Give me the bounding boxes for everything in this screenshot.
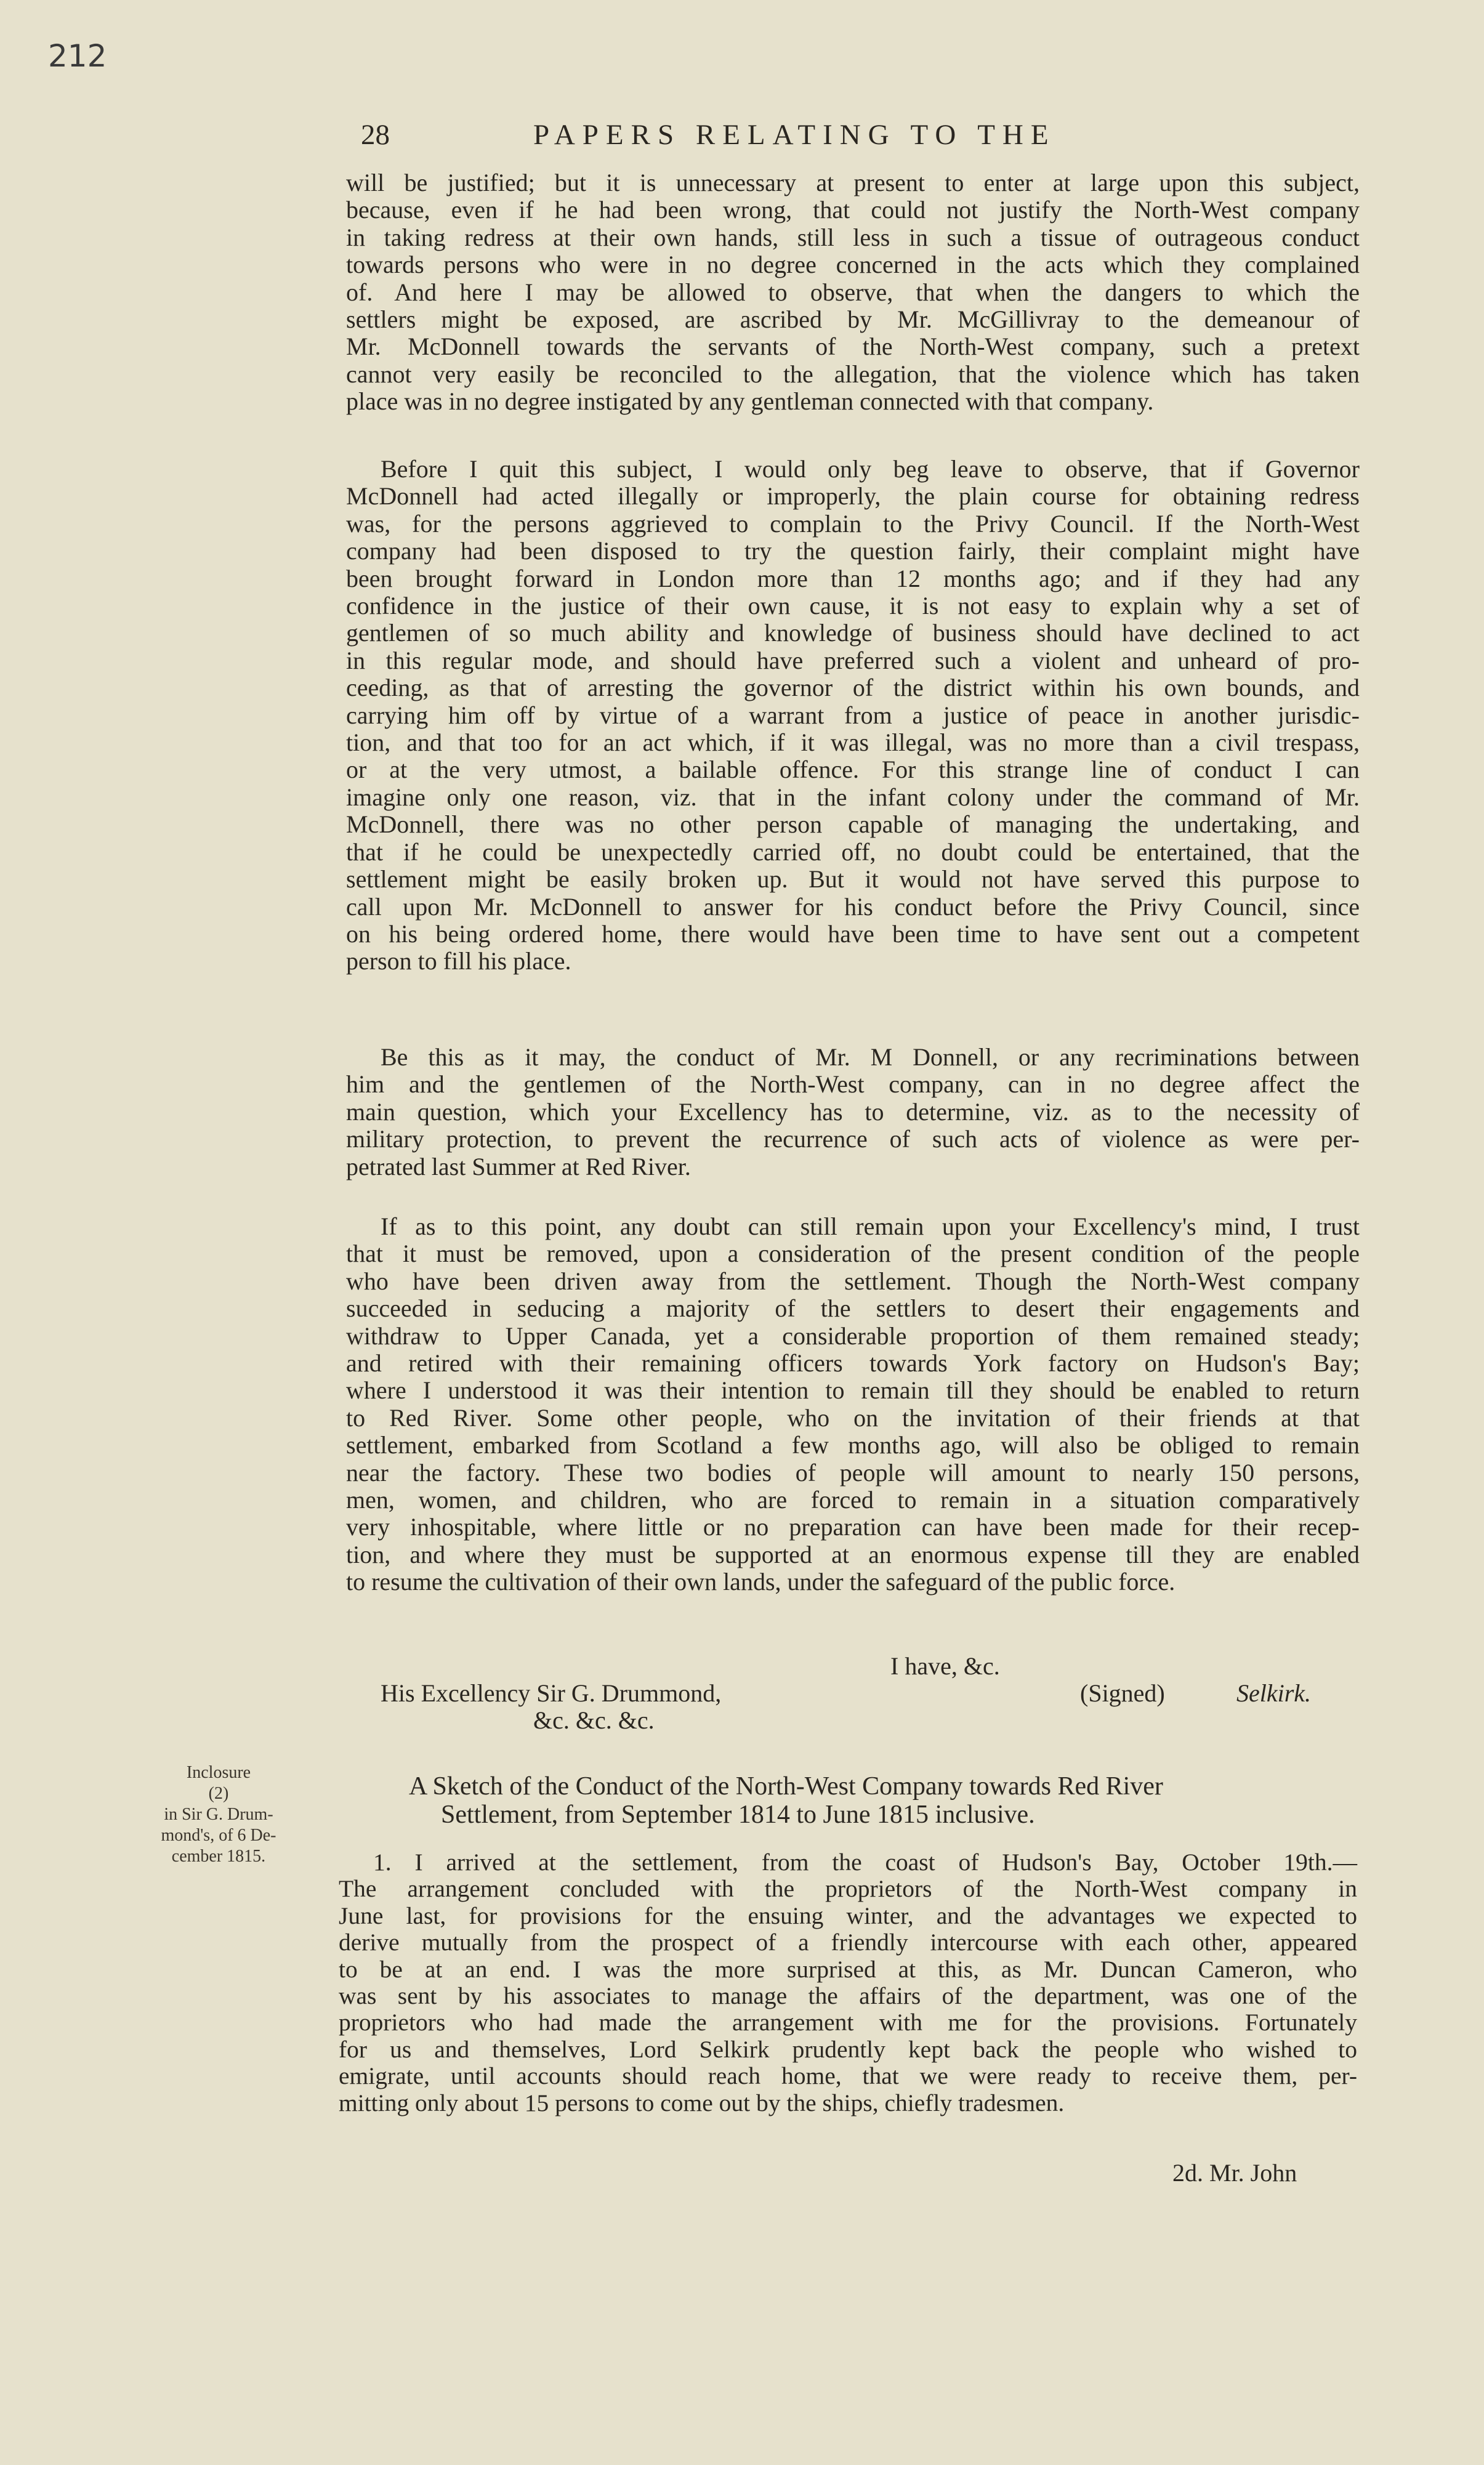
- margin-note-line: Inclosure: [186, 1763, 251, 1782]
- letter-paragraph-1: [346, 169, 1360, 416]
- text-line: company had been disposed to try the question fairly, their complaint might have: [346, 537, 1360, 565]
- letter-paragraph-3: [346, 1044, 1360, 1180]
- text-line: carrying him off by virtue of a warrant from a justice of peace in another jurisdic-: [346, 701, 1360, 729]
- margin-note-line: in Sir G. Drum-: [164, 1805, 273, 1824]
- text-line: military protection, to prevent the recurrence of such acts of violence as were per-: [346, 1125, 1360, 1153]
- text-line: near the factory. These two bodies of people will amount to nearly 150 persons,: [346, 1458, 1360, 1487]
- text-line: person to fill his place.: [346, 947, 571, 975]
- text-line: in taking redress at their own hands, still less in such a tissue of outrageous conduct: [346, 223, 1360, 251]
- text-line: who have been driven away from the settlement. Though the North-West company: [346, 1267, 1360, 1295]
- text-line: tion, and that too for an act which, if it was illegal, was no more than a civil trespass,: [346, 728, 1360, 757]
- margin-note-line: (2): [208, 1784, 229, 1803]
- text-line: settlers might be exposed, are ascribed by Mr. McGillivray to the demeanour of: [346, 305, 1360, 334]
- sketch-paragraph-1: [339, 1849, 1357, 2116]
- catchword: 2d. Mr. John: [1172, 2159, 1297, 2187]
- text-line: for us and themselves, Lord Selkirk prudently kept back the people who wished to: [339, 2035, 1357, 2063]
- letter-paragraph-4: [346, 1213, 1360, 1596]
- running-title: PAPERS RELATING TO THE: [533, 119, 1056, 151]
- text-line: 1. I arrived at the settlement, from the coast of Hudson's Bay, October 19th.—: [373, 1849, 1357, 1876]
- scan-page-number: 212: [48, 38, 107, 74]
- text-line: cannot very easily be reconciled to the allegation, that the violence which has taken: [346, 360, 1360, 388]
- text-line: or at the very utmost, a bailable offence. For this strange line of conduct I can: [346, 756, 1360, 784]
- letter-closing: I have, &c.: [890, 1652, 1000, 1680]
- text-line: and retired with their remaining officers towards York factory on Hudson's Bay;: [346, 1349, 1360, 1378]
- text-line: imagine only one reason, viz. that in the infant colony under the command of Mr.: [346, 783, 1360, 811]
- text-line: gentlemen of so much ability and knowledge of business should have declined to act: [346, 619, 1360, 647]
- signed-label: (Signed): [1080, 1679, 1165, 1707]
- text-line: call upon Mr. McDonnell to answer for his conduct before the Privy Council, since: [346, 892, 1360, 921]
- text-line: withdraw to Upper Canada, yet a considerable proportion of them remained steady;: [346, 1321, 1360, 1350]
- text-line: was sent by his associates to manage the affairs of the department, was one of the: [339, 1982, 1357, 2010]
- text-line: to resume the cultivation of their own lands, under the safeguard of the public force.: [346, 1568, 1176, 1596]
- text-line: succeeded in seducing a majority of the settlers to desert their engagements and: [346, 1294, 1360, 1323]
- text-line: tion, and where they must be supported at an enormous expense till they are enabled: [346, 1540, 1360, 1568]
- sketch-title-line: Settlement, from September 1814 to June 1815 inclusive.: [441, 1801, 1035, 1829]
- text-line: that if he could be unexpectedly carried off, no doubt could be entertained, that the: [346, 837, 1360, 866]
- text-line: settlement might be easily broken up. But it would not have served this purpose to: [346, 865, 1360, 894]
- text-line: McDonnell, there was no other person capable of managing the undertaking, and: [346, 810, 1360, 839]
- text-line: on his being ordered home, there would have been time to have sent out a competent: [346, 919, 1360, 948]
- page-number: 28: [361, 119, 390, 151]
- text-line: confidence in the justice of their own cause, it is not easy to explain why a set of: [346, 592, 1360, 620]
- letter-addressee-etc: &c. &c. &c.: [533, 1706, 655, 1734]
- margin-note-line: mond's, of 6 De-: [161, 1826, 276, 1845]
- text-line: will be justified; but it is unnecessary at present to enter at large upon this subject,: [346, 169, 1360, 196]
- text-line: McDonnell had acted illegally or improperly, the plain course for obtaining redress: [346, 482, 1360, 510]
- text-line: Mr. McDonnell towards the servants of the North-West company, such a pretext: [346, 333, 1360, 361]
- sketch-title: [409, 1772, 1357, 1829]
- text-line: derive mutually from the prospect of a friendly intercourse with each other, appeared: [339, 1929, 1357, 1956]
- text-line: of. And here I may be allowed to observe, that when the dangers to which the: [346, 278, 1360, 306]
- sketch-title-line: A Sketch of the Conduct of the North-West Company towards Red River: [409, 1772, 1163, 1801]
- text-line: towards persons who were in no degree concerned in the acts which they complained: [346, 251, 1360, 279]
- margin-note-line: cember 1815.: [171, 1847, 266, 1866]
- text-line: men, women, and children, who are forced to remain in a situation comparatively: [346, 1486, 1360, 1514]
- text-line: June last, for provisions for the ensuing winter, and the advantages we expected to: [339, 1902, 1357, 1929]
- text-line: petrated last Summer at Red River.: [346, 1152, 691, 1180]
- letter-paragraph-2: [346, 456, 1360, 975]
- text-line: to be at an end. I was the more surprised at this, as Mr. Duncan Cameron, who: [339, 1955, 1357, 1983]
- text-line: Be this as it may, the conduct of Mr. M Donnell, or any recriminations between: [381, 1043, 1360, 1071]
- text-line: mitting only about 15 persons to come out by the ships, chiefly tradesmen.: [339, 2089, 1065, 2116]
- text-line: Before I quit this subject, I would only beg leave to observe, that if Governor: [381, 455, 1360, 483]
- text-line: main question, which your Excellency has to determine, viz. as to the necessity of: [346, 1097, 1360, 1126]
- text-line: place was in no degree instigated by any gentleman connected with that company.: [346, 387, 1154, 416]
- text-line: proprietors who had made the arrangement with me for the provisions. Fortunately: [339, 2009, 1357, 2036]
- text-line: was, for the persons aggrieved to complain to the Privy Council. If the North-West: [346, 509, 1360, 538]
- signature: Selkirk.: [1236, 1679, 1312, 1707]
- text-line: very inhospitable, where little or no preparation can have been made for their recep-: [346, 1513, 1360, 1541]
- text-line: in this regular mode, and should have preferred such a violent and unheard of pro-: [346, 646, 1360, 674]
- text-line: been brought forward in London more than 12 months ago; and if they had any: [346, 564, 1360, 592]
- text-line: because, even if he had been wrong, that could not justify the North-West company: [346, 196, 1360, 224]
- text-line: that it must be removed, upon a consideration of the present condition of the people: [346, 1240, 1360, 1268]
- text-line: settlement, embarked from Scotland a few months ago, will also be obliged to remain: [346, 1431, 1360, 1459]
- text-line: to Red River. Some other people, who on the invitation of their friends at that: [346, 1403, 1360, 1432]
- text-line: If as to this point, any doubt can still remain upon your Excellency's mind, I trust: [381, 1212, 1360, 1240]
- text-line: where I understood it was their intention to remain till they should be enabled to return: [346, 1376, 1360, 1405]
- text-line: him and the gentlemen of the North-West company, can in no degree affect the: [346, 1070, 1360, 1099]
- text-line: ceeding, as that of arresting the governor of the district within his own bounds, and: [346, 674, 1360, 702]
- letter-addressee: His Excellency Sir G. Drummond,: [381, 1679, 722, 1707]
- text-line: The arrangement concluded with the proprietors of the North-West company in: [339, 1875, 1357, 1903]
- margin-note: [129, 1762, 308, 1867]
- text-line: emigrate, until accounts should reach home, that we were ready to receive them, per-: [339, 2062, 1357, 2090]
